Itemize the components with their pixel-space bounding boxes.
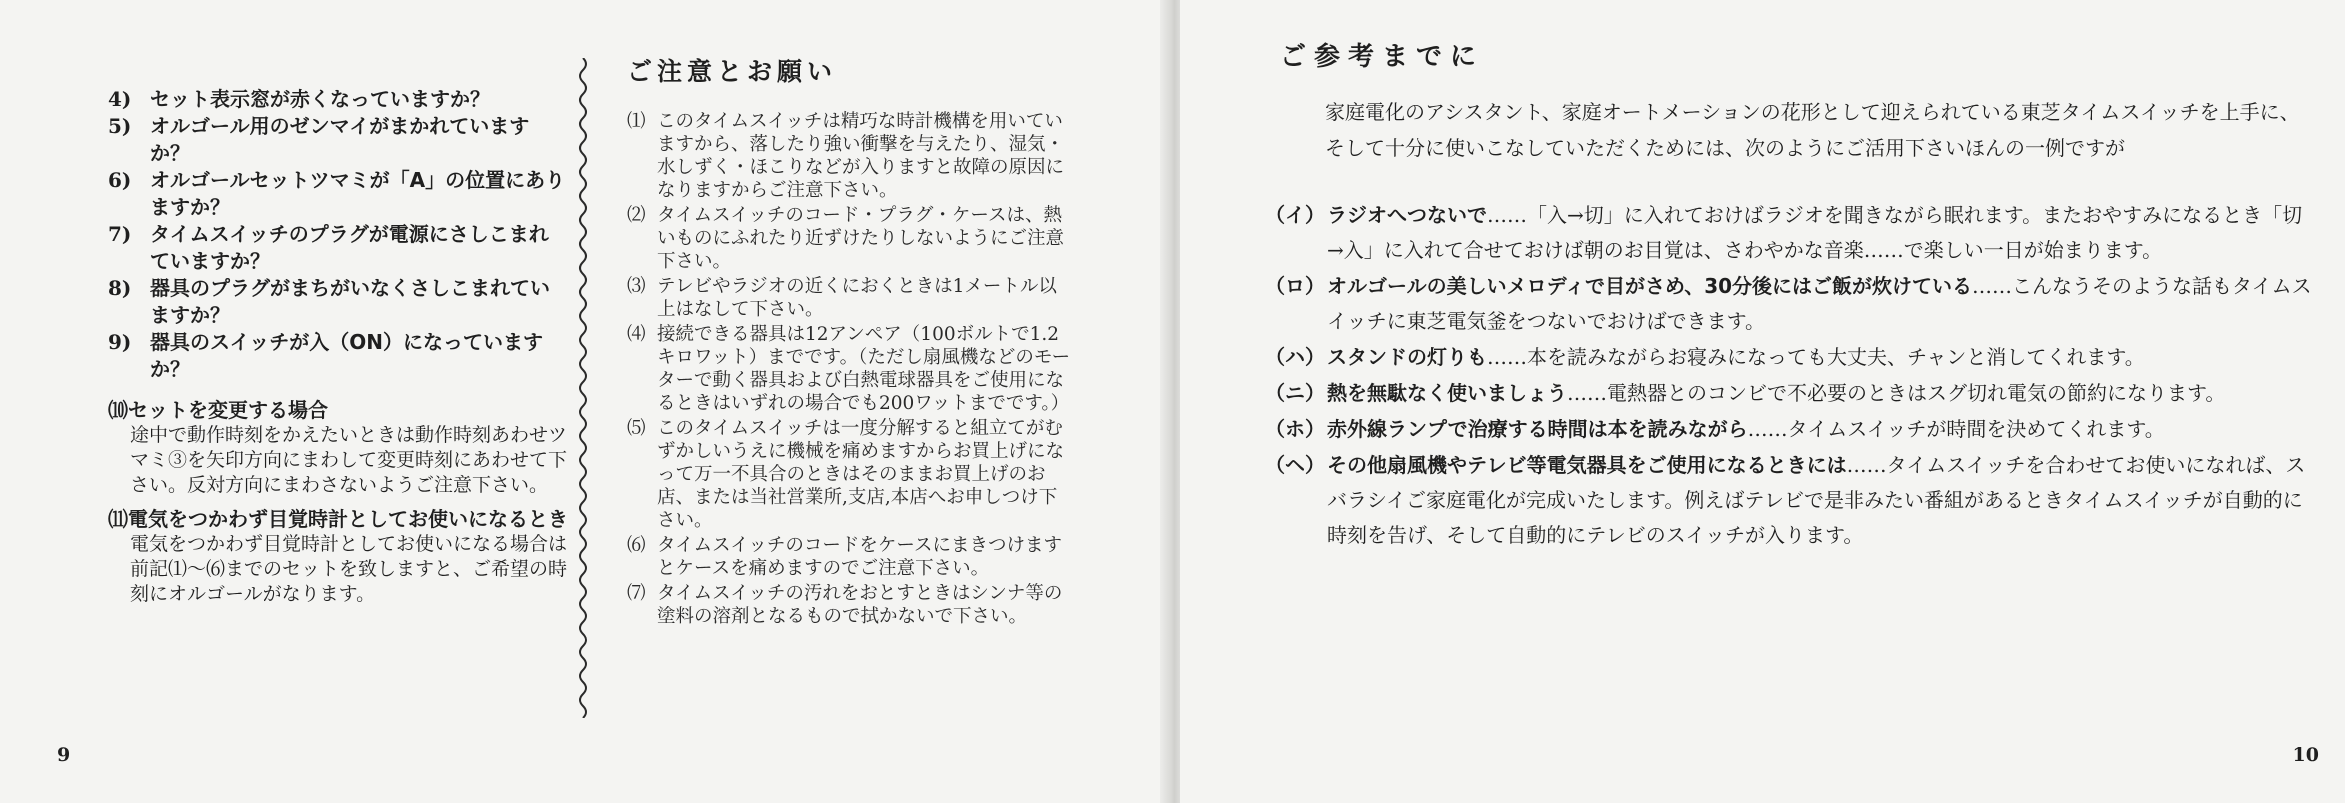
caution-number: ⑺ bbox=[627, 583, 646, 604]
checklist-item-number: 4) bbox=[108, 87, 132, 111]
checklist-item-number: 6) bbox=[108, 168, 132, 192]
checklist-item bbox=[108, 275, 568, 329]
usage-example-mark: （ロ） bbox=[1265, 274, 1325, 298]
checklist-item-text: タイムスイッチのプラグが電源にさしこまれていますか？ bbox=[150, 222, 549, 273]
caution-text: 接続できる器具は12アンペア（100ボルトで1.2キロワット）までです。（ただし扇風機などのモーターで動く器具および白熱電球器具をご使用になるときはいずれの場合でも200ワットまでです。） bbox=[657, 324, 1071, 414]
checklist-item-number: 9) bbox=[108, 330, 132, 354]
left-page bbox=[0, 0, 1165, 803]
usage-example-heading: ラジオへつないで bbox=[1327, 203, 1487, 227]
cautions-title: ご注意とお願い bbox=[627, 57, 838, 86]
checklist-item bbox=[108, 329, 568, 383]
caution-number: ⑴ bbox=[627, 111, 646, 132]
caution-item bbox=[627, 204, 1072, 273]
caution-item bbox=[627, 582, 1072, 628]
usage-example-mark: （イ） bbox=[1265, 203, 1325, 227]
checklist-item-text: 器具のスイッチが入（ON）になっていますか？ bbox=[150, 330, 543, 381]
usage-examples-list bbox=[1265, 198, 2315, 554]
usage-example bbox=[1265, 269, 2315, 339]
usage-example-heading: その他扇風機やテレビ等電気器具をご使用になるときには bbox=[1327, 453, 1847, 477]
checklist-item-number: 5) bbox=[108, 114, 132, 138]
caution-number: ⑵ bbox=[627, 205, 646, 226]
right-page bbox=[1180, 0, 2345, 803]
caution-item bbox=[627, 275, 1072, 321]
usage-example-heading: スタンドの灯りも bbox=[1327, 345, 1487, 369]
usage-example bbox=[1265, 448, 2315, 553]
checklist-item-number: 8) bbox=[108, 276, 132, 300]
checklist-item bbox=[108, 86, 568, 113]
usage-example-heading: 熱を無駄なく使いましょう bbox=[1327, 381, 1567, 405]
usage-example-heading: オルゴールの美しいメロディで目がさめ、30分後にはご飯が炊けている bbox=[1327, 274, 1973, 298]
caution-number: ⑶ bbox=[627, 276, 646, 297]
usage-example-mark: （ニ） bbox=[1265, 381, 1325, 405]
checklist-item bbox=[108, 221, 568, 275]
caution-item bbox=[627, 110, 1072, 202]
caution-number: ⑸ bbox=[627, 418, 646, 439]
checklist-item bbox=[108, 113, 568, 167]
reference-title: ご参考までに bbox=[1280, 42, 1485, 72]
checklist bbox=[108, 86, 568, 383]
reference-intro: 家庭電化のアシスタント、家庭オートメーションの花形として迎えられている東芝タイムスイッチを上手に、そして十分に使いこなしていただくためには、次のようにご活用下さいほんの一例ですが bbox=[1325, 100, 2300, 160]
caution-text: このタイムスイッチは一度分解すると組立てがむずかしいうえに機械を痛めますからお買上げになって万一不具合のときはそのままお買上げのお店、または当社営業所,支店,本店へお申しつけ下さい。 bbox=[657, 418, 1065, 531]
usage-example-mark: （ヘ） bbox=[1265, 453, 1325, 477]
checklist-item-text: オルゴール用のゼンマイがまかれていますか？ bbox=[150, 114, 530, 165]
caution-number: ⑷ bbox=[627, 324, 646, 345]
usage-example bbox=[1265, 412, 2315, 447]
caution-text: テレビやラジオの近くにおくときは1メートル以上はなして下さい。 bbox=[657, 276, 1057, 320]
caution-number: ⑹ bbox=[627, 535, 646, 556]
section-body: 電気をつかわず目覚時計としてお使いになる場合は前記⑴～⑹までのセットを致しますと、ご希望の時刻にオルゴールがなります。 bbox=[130, 533, 568, 605]
usage-example-mark: （ホ） bbox=[1265, 417, 1325, 441]
usage-example bbox=[1265, 198, 2315, 268]
caution-text: このタイムスイッチは精巧な時計機構を用いていますから、落したり強い衝撃を与えたり、湿気・水しずく・ほこりなどが入りますと故障の原因になりますからご注意下さい。 bbox=[657, 111, 1065, 201]
usage-example-text: ……電熱器とのコンビで不必要のときはスグ切れ電気の節約になります。 bbox=[1567, 381, 2226, 405]
page-number-left: 9 bbox=[57, 744, 71, 766]
usage-example-text: ……タイムスイッチが時間を決めてくれます。 bbox=[1747, 417, 2165, 441]
section-body: 途中で動作時刻をかえたいときは動作時刻あわせツマミ③を矢印方向にまわして変更時刻にあわせて下さい。反対方向にまわさないようご注意下さい。 bbox=[130, 424, 568, 496]
caution-item bbox=[627, 417, 1072, 532]
checklist-column bbox=[108, 86, 568, 607]
cautions-column bbox=[627, 52, 1072, 630]
usage-example-text: ……こんなうそのような話もタイムスイッチに東芝電気釜をつないでおけばできます。 bbox=[1327, 274, 2312, 333]
section-heading: ⑾電気をつかわず目覚時計としてお使いになるとき bbox=[108, 507, 568, 531]
caution-item bbox=[627, 323, 1072, 415]
checklist-item-text: セット表示窓が赤くなっていますか？ bbox=[150, 87, 490, 111]
alarm-clock-section bbox=[108, 506, 568, 607]
caution-item bbox=[627, 534, 1072, 580]
checklist-item bbox=[108, 167, 568, 221]
wavy-divider bbox=[575, 58, 591, 718]
usage-example-text: ……タイムスイッチを合わせてお使いになれば、スバラシイご家庭電化が完成いたします。例えばテレビで是非みたい番組があるときタイムスイッチが自動的に時刻を告げ、そして自動的にテレビのスイッチが入ります。 bbox=[1327, 453, 2306, 547]
caution-text: タイムスイッチの汚れをおとすときはシンナ等の塗料の溶剤となるもので拭かないで下さい。 bbox=[657, 583, 1063, 627]
page-number-right: 10 bbox=[2292, 744, 2319, 766]
usage-example-text: ……本を読みながらお寝みになっても大丈夫、チャンと消してくれます。 bbox=[1487, 345, 2145, 369]
checklist-item-text: 器具のプラグがまちがいなくさしこまれていますか？ bbox=[150, 276, 550, 327]
caution-text: タイムスイッチのコードをケースにまきつけますとケースを痛めますのでご注意下さい。 bbox=[657, 535, 1062, 579]
usage-example-text: ……「入→切」に入れておけばラジオを聞きながら眠れます。またおやすみになるとき「切→入」に入れて合せておけば朝のお目覚は、さわやかな音楽……で楽しい一日が始まります。 bbox=[1327, 203, 2303, 262]
checklist-item-number: 7) bbox=[108, 222, 132, 246]
usage-example bbox=[1265, 340, 2315, 375]
checklist-item-text: オルゴールセットツマミが「A」の位置にありますか？ bbox=[150, 168, 566, 219]
usage-example-mark: （ハ） bbox=[1265, 345, 1325, 369]
caution-text: タイムスイッチのコード・プラグ・ケースは、熱いものにふれたり近ずけたりしないようにご注意下さい。 bbox=[657, 205, 1065, 272]
change-setting-section bbox=[108, 397, 568, 498]
usage-example bbox=[1265, 376, 2315, 411]
usage-example-heading: 赤外線ランプで治療する時間は本を読みながら bbox=[1327, 417, 1748, 441]
section-heading: ⑽セットを変更する場合 bbox=[108, 398, 328, 422]
